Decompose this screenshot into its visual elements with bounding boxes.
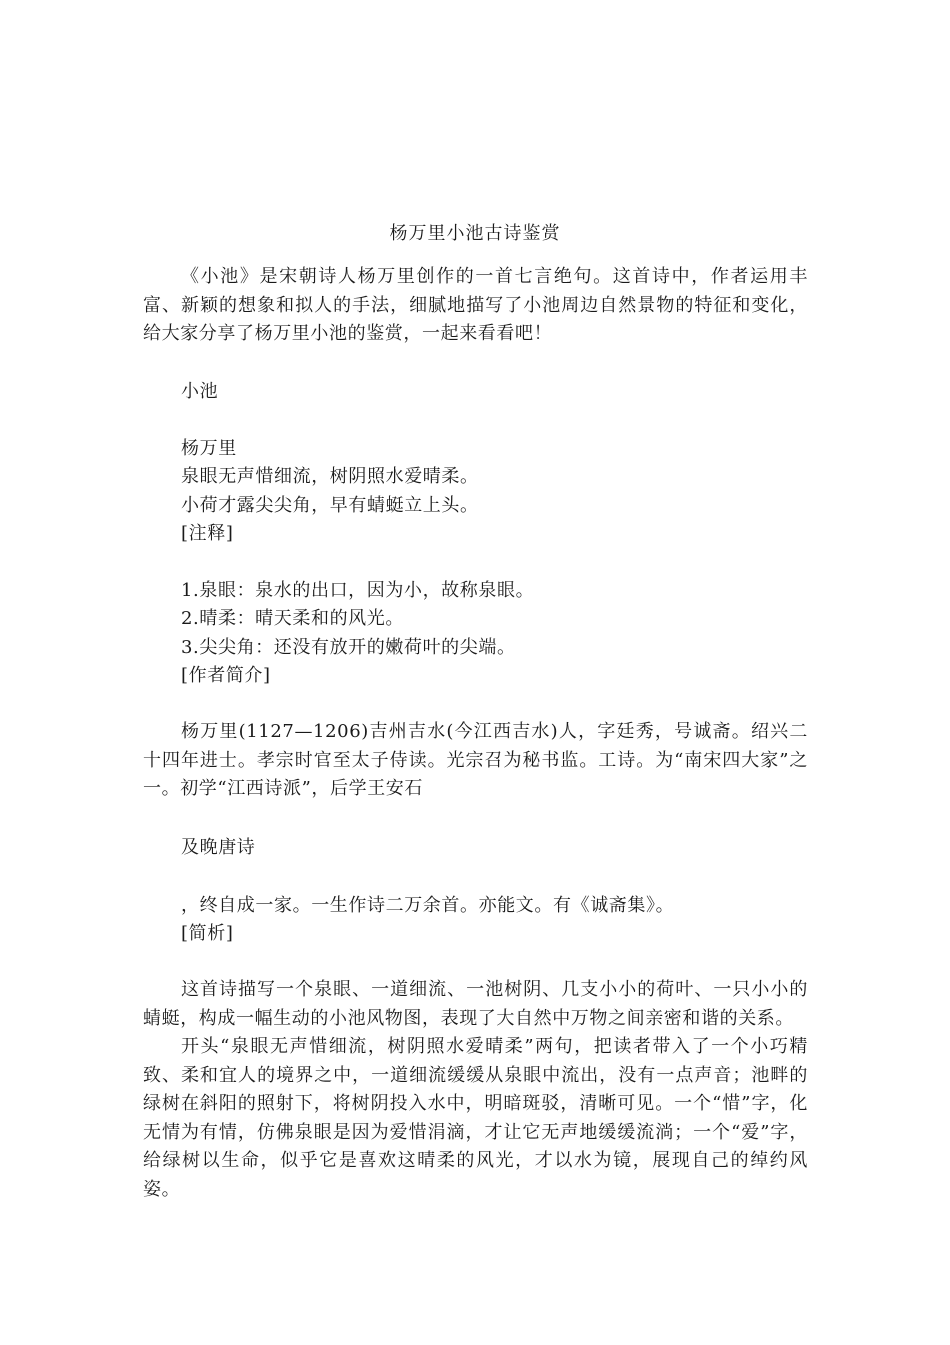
poem-line-2: 小荷才露尖尖角，早有蜻蜓立上头。 bbox=[181, 495, 479, 516]
poem-line-1: 泉眼无声惜细流，树阴照水爱晴柔。 bbox=[181, 466, 479, 487]
analysis-paragraph-1: 这首诗描写一个泉眼、一道细流、一池树阴、几支小小的荷叶、一只小小的蜻蜓，构成一幅生动的小池风物图，表现了大自然中万物之间亲密和谐的关系。 bbox=[143, 979, 808, 1029]
poem-author: 杨万里 bbox=[181, 438, 237, 459]
notes-heading: [注释] bbox=[181, 523, 234, 544]
author-intro-paragraph: 杨万里(1127—1206)吉州吉水(今江西吉水)人，字廷秀，号诚斋。绍兴二十四年进士。孝宗时官至太子侍读。光宗召为秘书监。工诗。为“南宋四大家”之一。初学“江西诗派”，后学王安石 bbox=[143, 721, 808, 799]
author-intro-fragment-2: ，终自成一家。一生作诗二万余首。亦能文。有《诚斋集》。 bbox=[181, 895, 675, 916]
note-item-3: 3.尖尖角：还没有放开的嫩荷叶的尖端。 bbox=[181, 637, 516, 658]
author-intro-heading: [作者简介] bbox=[181, 665, 271, 686]
intro-paragraph: 《小池》是宋朝诗人杨万里创作的一首七言绝句。这首诗中，作者运用丰富、新颖的想象和拟人的手法，细腻地描写了小池周边自然景物的特征和变化，给大家分享了杨万里小池的鉴赏，一起来看看吧！ bbox=[143, 266, 808, 344]
author-intro-fragment-1: 及晚唐诗 bbox=[181, 837, 256, 858]
note-item-1: 1.泉眼：泉水的出口，因为小，故称泉眼。 bbox=[181, 580, 535, 601]
document-title: 杨万里小池古诗鉴赏 bbox=[389, 223, 561, 244]
note-item-2: 2.晴柔：晴天柔和的风光。 bbox=[181, 608, 404, 629]
analysis-heading: [简析] bbox=[181, 923, 234, 944]
analysis-paragraph-2: 开头“泉眼无声惜细流，树阴照水爱晴柔”两句，把读者带入了一个小巧精致、柔和宜人的境界之中，一道细流缓缓从泉眼中流出，没有一点声音；池畔的绿树在斜阳的照射下，将树阴投入水中，明暗斑驳，清晰可见。一个“惜”字，化无情为有情，仿佛泉眼是因为爱惜涓滴，才让它无声地缓缓流淌；一个“爱”字，给绿树以生命，似乎它是喜欢这晴柔的风光，才以水为镜，展现自己的绰约风姿。 bbox=[143, 1036, 808, 1200]
poem-title: 小池 bbox=[181, 381, 219, 402]
